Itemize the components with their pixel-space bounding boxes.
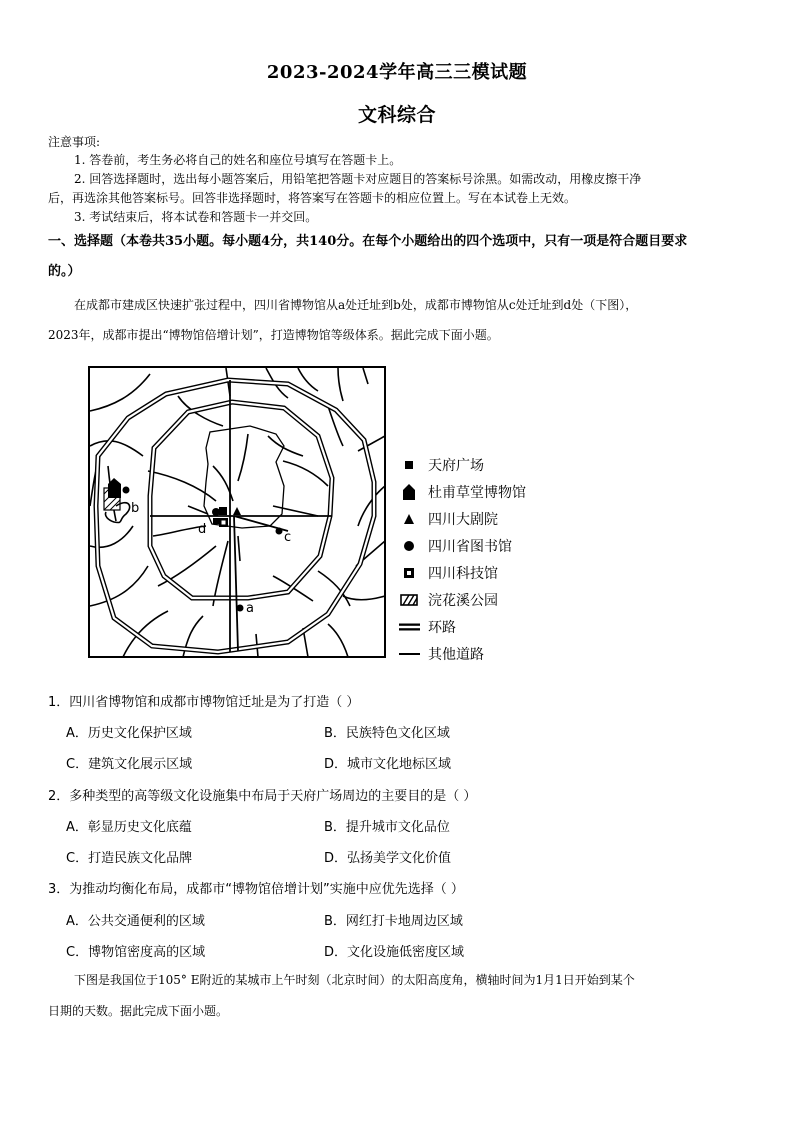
exam-subtitle: 文科综合: [357, 104, 436, 126]
legend-item: [398, 482, 526, 502]
house-icon: [398, 484, 420, 500]
legend-item: [398, 590, 498, 610]
note-item-2-cont: 后，再选涂其他答案标号。回答非选择题时，将答案写在答题卡的相应位置上。写在本试卷上无效。: [48, 191, 577, 205]
legend-label: 四川大剧院: [428, 512, 498, 528]
hatched-rect-icon: [398, 592, 420, 608]
question-1-stem: 1．四川省博物馆和成都市博物馆迁址是为了打造（ ）: [48, 695, 360, 710]
legend-label: 其他道路: [428, 647, 484, 663]
section-heading: 一、选择题（本卷共35小题。每小题4分，共140分。在每个小题给出的四个选项中，只有一项是符合题目要求: [48, 234, 688, 249]
double-line-icon: [398, 619, 420, 635]
legend-item: [398, 563, 498, 583]
question-2-option-d[interactable]: D．弘扬美学文化价值: [324, 851, 452, 866]
legend-item: [398, 455, 484, 475]
legend-item: [398, 509, 498, 529]
city-map: [88, 366, 386, 658]
question-2-option-c[interactable]: C．打造民族文化品牌: [66, 851, 193, 866]
legend-label: 四川省图书馆: [428, 539, 512, 555]
question-1-option-b[interactable]: B．民族特色文化区域: [324, 726, 450, 741]
museum-a-marker: [237, 605, 244, 612]
question-3-option-d[interactable]: D．文化设施低密度区域: [324, 945, 465, 960]
question-3-option-a[interactable]: A．公共交通便利的区域: [66, 914, 205, 929]
museum-c-marker: [276, 528, 283, 535]
question-2-option-b[interactable]: B．提升城市文化品位: [324, 820, 450, 835]
legend-label: 四川科技馆: [428, 566, 498, 582]
label-c: c: [284, 530, 292, 545]
legend-label: 天府广场: [428, 458, 484, 474]
label-d: d: [198, 522, 207, 537]
legend-item: [398, 644, 484, 664]
question-2-stem: 2．多种类型的高等级文化设施集中布局于天府广场周边的主要目的是（ ）: [48, 789, 477, 804]
passage2-line2: 日期的天数。据此完成下面小题。: [48, 1004, 229, 1018]
section-heading-cont: 的。）: [48, 264, 81, 279]
question-3-option-c[interactable]: C．博物馆密度高的区域: [66, 945, 206, 960]
square-icon: [398, 457, 420, 473]
question-3-stem: 3．为推动均衡化布局，成都市“博物馆倍增计划”实施中应优先选择（ ）: [48, 882, 464, 897]
notes-heading: 注意事项:: [48, 135, 101, 149]
question-1-option-d[interactable]: D．城市文化地标区域: [324, 757, 452, 772]
legend-label: 杜甫草堂博物馆: [428, 485, 526, 501]
label-b: b: [131, 501, 140, 516]
legend-label: 浣花溪公园: [428, 593, 498, 609]
legend-label: 环路: [428, 620, 456, 636]
note-item-1: 1. 答卷前，考生务必将自己的姓名和座位号填写在答题卡上。: [74, 153, 402, 167]
framed-square-icon: [398, 565, 420, 581]
label-a: a: [246, 601, 254, 616]
question-1-option-c[interactable]: C．建筑文化展示区域: [66, 757, 193, 772]
legend-item: [398, 536, 512, 556]
question-1-option-a[interactable]: A．历史文化保护区域: [66, 726, 192, 741]
passage1-line1: 在成都市建成区快速扩张过程中，四川省博物馆从a处迁址到b处，成都市博物馆从c处迁址到d处（下图），: [74, 298, 638, 312]
note-item-3: 3. 考试结束后，将本试卷和答题卡一并交回。: [74, 210, 318, 224]
legend-item: [398, 617, 456, 637]
triangle-icon: [398, 511, 420, 527]
museum-b-marker: [123, 487, 130, 494]
question-2-option-a[interactable]: A．彰显历史文化底蕴: [66, 820, 192, 835]
exam-title: 2023-2024学年高三三模试题: [266, 62, 528, 83]
single-line-icon: [398, 646, 420, 662]
circle-icon: [398, 538, 420, 554]
question-3-option-b[interactable]: B．网红打卡地周边区域: [324, 914, 463, 929]
passage1-line2: 2023年，成都市提出“博物馆倍增计划”，打造博物馆等级体系。据此完成下面小题。: [48, 328, 499, 342]
dufu-cottage-map: [108, 484, 121, 498]
note-item-2: 2. 回答选择题时，选出每小题答案后，用铅笔把答题卡对应题目的答案标号涂黑。如需改动，用橡皮擦干净: [74, 172, 642, 186]
passage2-line1: 下图是我国位于105° E附近的某城市上午时刻（北京时间）的太阳高度角，横轴时间为1月1日开始到某个: [74, 973, 635, 987]
